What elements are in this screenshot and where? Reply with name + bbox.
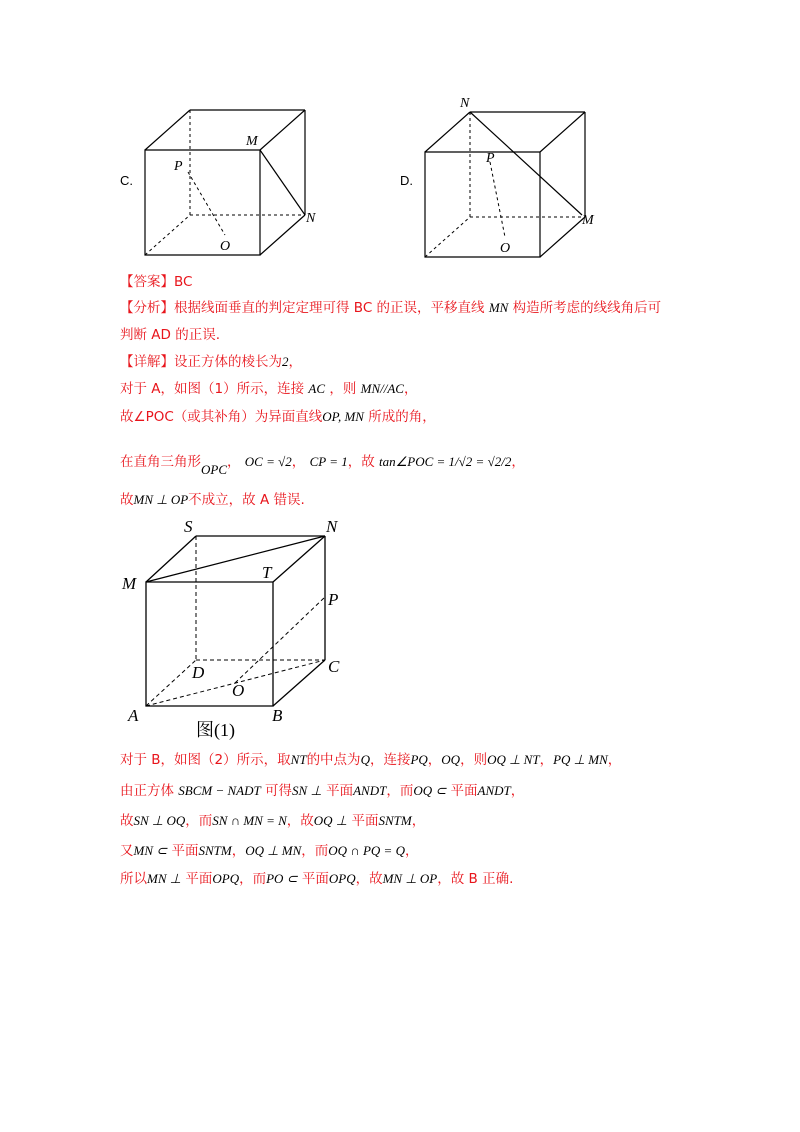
figure-d-cube (420, 92, 605, 262)
line-a3: 在直角三角形OPC， OC = √2， CP = 1，故 tan∠POC = 1/√2 = √2/2， (120, 454, 525, 477)
label-m: M (122, 574, 137, 593)
label-o: O (500, 241, 511, 256)
figure-1-caption: 图(1) (196, 720, 235, 740)
label-n: N (306, 211, 316, 226)
label-p: P (328, 590, 339, 609)
label-n: N (460, 96, 470, 111)
detail-line: 【详解】设正方体的棱长为2， (120, 354, 302, 370)
line-a4: 故MN ⊥ OP不成立，故 A 错误. (120, 492, 305, 508)
label-p: P (174, 159, 183, 174)
option-c-label: C. (120, 173, 133, 188)
option-d-label: D. (400, 173, 413, 188)
figure-c-cube (140, 100, 325, 265)
label-p: P (486, 151, 495, 166)
figure-1-cube (120, 512, 360, 727)
label-m: M (246, 134, 258, 149)
label-s: S (184, 517, 193, 536)
label-a: A (128, 706, 139, 725)
label-b: B (272, 706, 283, 725)
line-b4: 又MN ⊂ 平面SNTM，OQ ⊥ MN，而OQ ∩ PQ = Q， (120, 843, 419, 859)
analysis-line-2: 判断 AD 的正误. (120, 327, 221, 343)
label-m: M (582, 213, 594, 228)
line-b2: 由正方体 SBCM − NADT 可得SN ⊥ 平面ANDT，而OQ ⊂ 平面ANDT， (120, 783, 525, 799)
line-a2: 故∠POC（或其补角）为异面直线OP, MN 所成的角， (120, 409, 436, 425)
answer-line: 【答案】BC (120, 274, 193, 290)
line-b3: 故SN ⊥ OQ，而SN ∩ MN = N，故OQ ⊥ 平面SNTM， (120, 813, 426, 829)
label-o: O (232, 681, 245, 700)
label-t: T (262, 563, 272, 582)
label-n: N (326, 517, 338, 536)
line-a1: 对于 A，如图（1）所示，连接 AC ，则 MN//AC， (120, 381, 418, 397)
label-d: D (192, 663, 205, 682)
line-b1: 对于 B，如图（2）所示，取NT的中点为Q，连接PQ，OQ，则OQ ⊥ NT，PQ ⊥ MN， (120, 752, 622, 768)
line-b5: 所以MN ⊥ 平面OPQ，而PO ⊂ 平面OPQ，故MN ⊥ OP，故 B 正确. (120, 871, 514, 887)
analysis-line-1: 【分析】根据线面垂直的判定定理可得 BC 的正误，平移直线 MN 构造所考虑的线线角后可 (120, 300, 662, 316)
label-c: C (328, 657, 340, 676)
label-o: O (220, 239, 231, 254)
